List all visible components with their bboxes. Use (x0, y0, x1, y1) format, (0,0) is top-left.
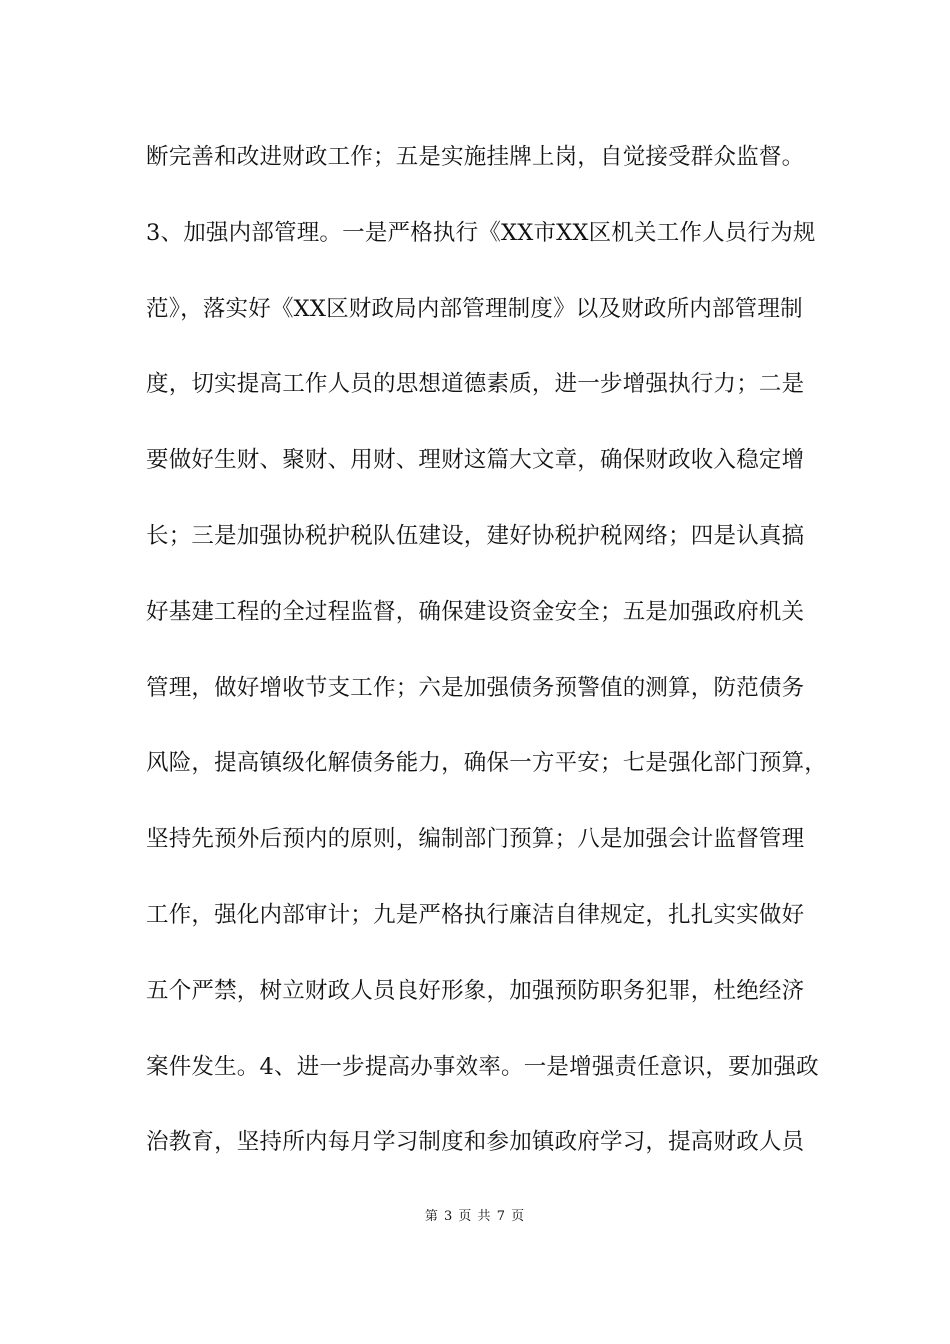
text-line: 坚持先预外后预内的原则，编制部门预算；八是加强会计监督管理 (146, 826, 805, 853)
text-line: 好基建工程的全过程监督，确保建设资金安全；五是加强政府机关 (146, 598, 805, 625)
page-number-footer: 第 3 页 共 7 页 (424, 1209, 526, 1224)
text-line: 工作，强化内部审计；九是严格执行廉洁自律规定，扎扎实实做好 (146, 901, 805, 928)
text-line: 范》，落实好《XX区财政局内部管理制度》以及财政所内部管理制 (146, 295, 803, 322)
text-line: 长；三是加强协税护税队伍建设，建好协税护税网络；四是认真搞 (146, 522, 805, 549)
text-line: 风险，提高镇级化解债务能力，确保一方平安；七是强化部门预算， (146, 750, 828, 777)
body-text (146, 136, 836, 1197)
text-line: 3、加强内部管理。一是严格执行《XX市XX区机关工作人员行为规 (146, 219, 816, 246)
text-line: 五个严禁，树立财政人员良好形象，加强预防职务犯罪，杜绝经济 (146, 977, 805, 1004)
text-line: 管理，做好增收节支工作；六是加强债务预警值的测算，防范债务 (146, 674, 805, 701)
text-line: 度，切实提高工作人员的思想道德素质，进一步增强执行力；二是 (146, 371, 805, 398)
text-line: 案件发生。4、进一步提高办事效率。一是增强责任意识，要加强政 (146, 1053, 819, 1080)
text-line: 断完善和改进财政工作；五是实施挂牌上岗，自觉接受群众监督。 (146, 144, 805, 170)
text-line: 要做好生财、聚财、用财、理财这篇大文章，确保财政收入稳定增 (146, 447, 805, 474)
text-line: 治教育，坚持所内每月学习制度和参加镇政府学习，提高财政人员 (146, 1129, 805, 1156)
